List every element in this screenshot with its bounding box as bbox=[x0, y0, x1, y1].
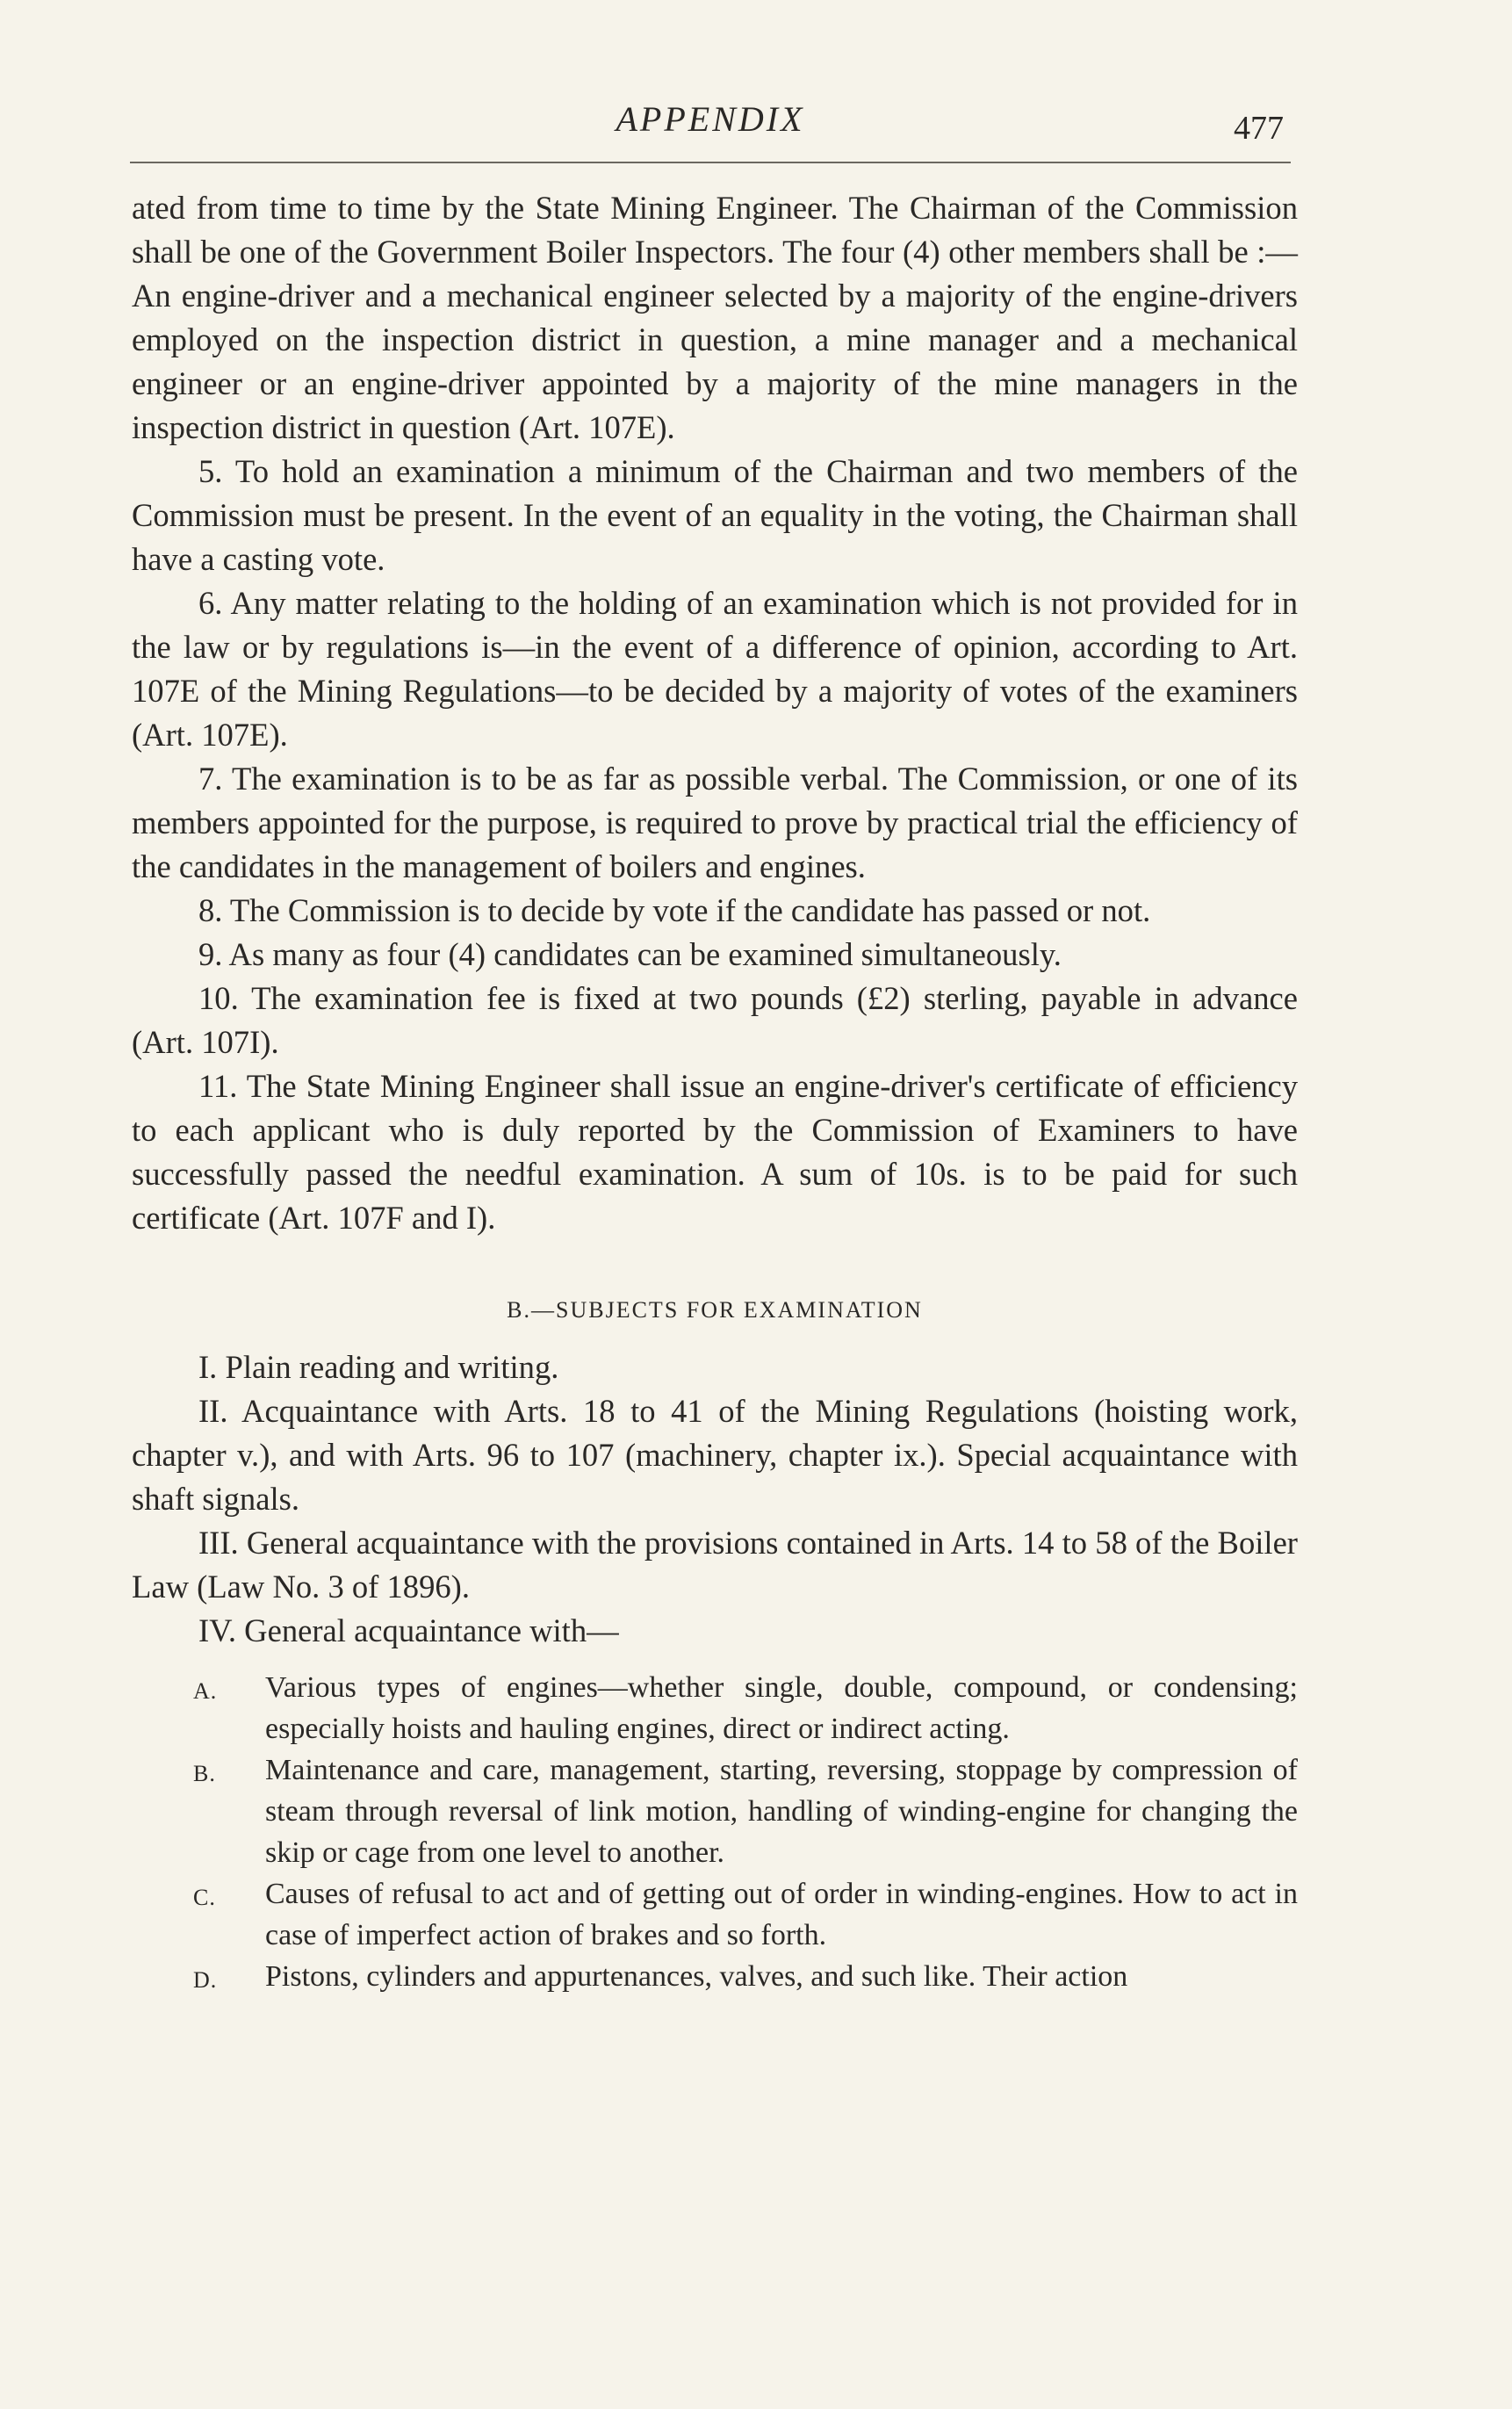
subitem-c bbox=[132, 1873, 1298, 1956]
running-title: APPENDIX bbox=[616, 99, 805, 139]
section-heading: B.—SUBJECTS FOR EXAMINATION bbox=[507, 1297, 923, 1323]
subject-i: I. Plain reading and writing. bbox=[198, 1349, 559, 1385]
subject-iv: IV. General acquaintance with— bbox=[198, 1612, 619, 1648]
subject-ii: II. Acquaintance with Arts. 18 to 41 of the Mining Regulations (hoisting work, chapter v.), and with Arts. 96 to 107 (machinery, chapter ix.). Special acquaintance with shaft signals. bbox=[132, 1393, 1298, 1517]
subitem-letter: A. bbox=[193, 1678, 218, 1704]
subitem-text: Causes of refusal to act and of getting out of order in winding-engines. How to act in case of imperfect action of brakes and so forth. bbox=[265, 1878, 1298, 1951]
paragraph-5: 5. To hold an examination a minimum of the Chairman and two members of the Commission must be present. In the event of an equality in the voting, the Chairman shall have a casting vote. bbox=[132, 453, 1298, 577]
page-body bbox=[132, 186, 1298, 1997]
paragraph-7: 7. The examination is to be as far as possible verbal. The Commission, or one of its members appointed for the purpose, is required to prove by practical trial the efficiency of the candidates in the management of boilers and engines. bbox=[132, 761, 1298, 884]
page-header bbox=[130, 91, 1291, 163]
subitem-letter: B. bbox=[193, 1761, 216, 1786]
subject-iii: III. General acquaintance with the provisions contained in Arts. 14 to 58 of the Boiler Law (Law No. 3 of 1896). bbox=[132, 1525, 1298, 1605]
subitem-a bbox=[132, 1667, 1298, 1749]
subitem-text: Pistons, cylinders and appurtenances, valves, and such like. Their action bbox=[265, 1960, 1128, 1993]
page-number: 477 bbox=[1234, 110, 1284, 147]
subitem-letter: D. bbox=[193, 1967, 218, 1993]
subitem-letter: C. bbox=[193, 1885, 216, 1910]
paragraph-11: 11. The State Mining Engineer shall issue an engine-driver's certificate of efficiency to each applicant who is duly reported by the Commission of Examiners to have successfully passed the needful examination. A sum of 10s. is to be paid for such certificate (Art. 107F and I). bbox=[132, 1068, 1298, 1236]
subitem-b bbox=[132, 1749, 1298, 1873]
subitem-text: Various types of engines—whether single, double, compound, or condensing; especially hoists and hauling engines, direct or indirect acting. bbox=[265, 1671, 1298, 1745]
paragraph-continued: ated from time to time by the State Mining Engineer. The Chairman of the Commission shall be one of the Government Boiler Inspectors. The four (4) other members shall be :—An engine-driver and a mechanical engineer selected by a majority of the engine-drivers employed on the inspection district in question, a mine manager and a mechanical engineer or an engine-driver appointed by a majority of the mine managers in the inspection district in question (Art. 107E). bbox=[132, 190, 1298, 445]
paragraph-9: 9. As many as four (4) candidates can be examined simultaneously. bbox=[198, 936, 1062, 972]
subitem-d bbox=[132, 1956, 1298, 1997]
paragraph-6: 6. Any matter relating to the holding of an examination which is not provided for in the law or by regulations is—in the event of a difference of opinion, according to Art. 107E of the Mining Regulations—to be decided by a majority of votes of the examiners (Art. 107E). bbox=[132, 585, 1298, 753]
paragraph-10: 10. The examination fee is fixed at two pounds (£2) sterling, payable in advance (Art. 107I). bbox=[132, 980, 1298, 1060]
subitem-text: Maintenance and care, management, starting, reversing, stoppage by compression of steam through reversal of link motion, handling of winding-engine for changing the skip or cage from one level to another. bbox=[265, 1754, 1298, 1869]
subject-iv-sublist bbox=[132, 1667, 1298, 1997]
paragraph-8: 8. The Commission is to decide by vote if the candidate has passed or not. bbox=[198, 892, 1151, 928]
